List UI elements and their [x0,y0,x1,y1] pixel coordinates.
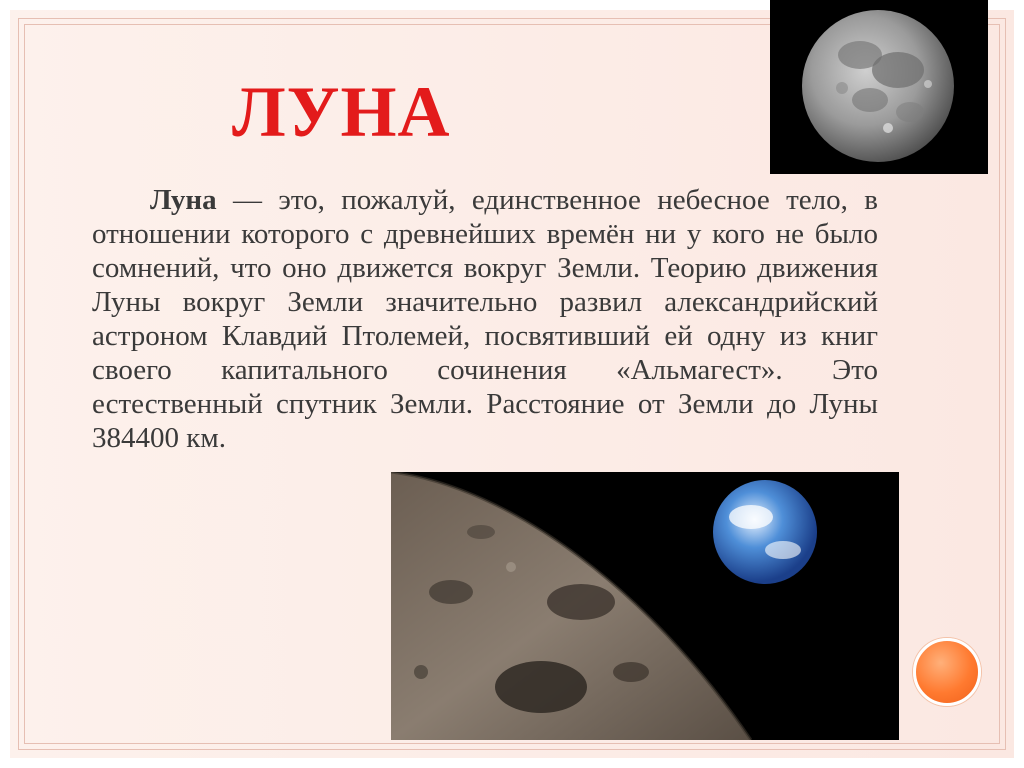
slide-body-text [92,183,878,455]
body-lead-word: Луна [150,184,217,216]
lunar-surface-illustration [391,472,899,740]
slide-title: ЛУНА [232,72,451,152]
moon-illustration [770,0,988,174]
decorative-orange-circle [913,638,981,706]
earth-from-moon-photo [391,472,899,740]
moon-photo [770,0,988,174]
body-paragraph: — это, пожалуй, единственное небесное тело, в отношении которого с древнейших времён ни у кого не было сомнений, что оно движется вокруг Земли. Теорию движения Луны вокруг Земли значительно развил александрийский астроном Клавдий Птолемей, посвятивший ей одну из книг своего капитального сочинения «Альмагест». Это естественный спутник Земли. Расстояние от Земли до Луны 384400 км. [92,184,878,454]
